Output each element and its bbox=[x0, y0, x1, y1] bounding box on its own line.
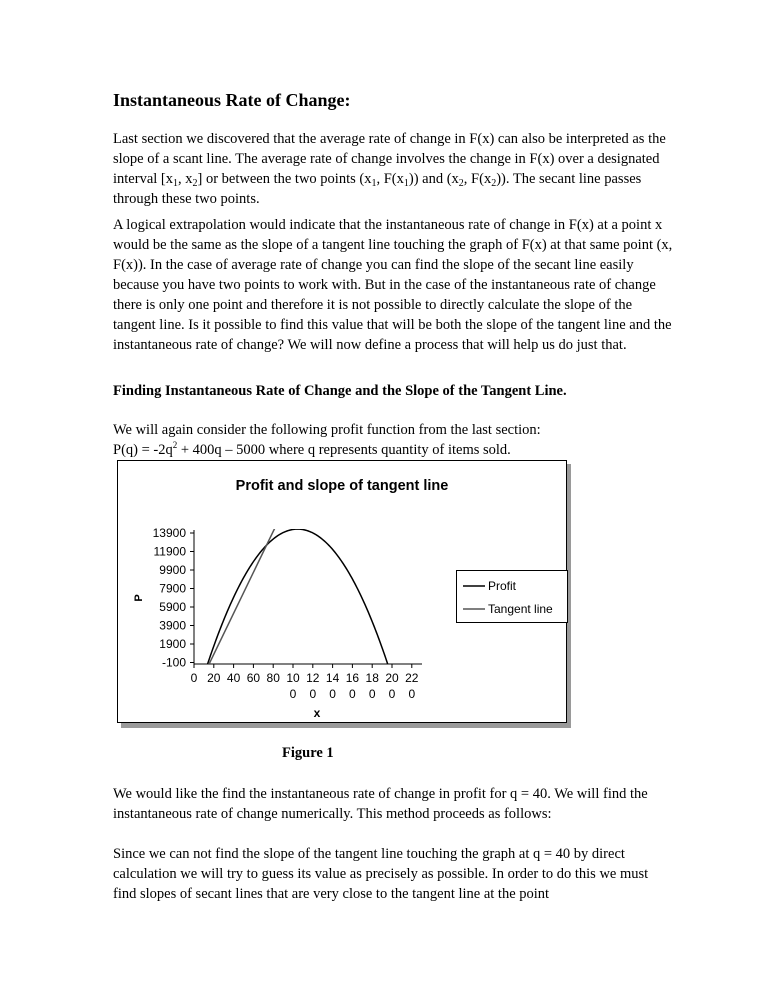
x-tick-label: 14 bbox=[325, 671, 340, 685]
x-tick-label-line2: 0 bbox=[349, 687, 356, 701]
subheading-finding-rate: Finding Instantaneous Rate of Change and the Slope of the Tangent Line. bbox=[113, 383, 567, 399]
paragraph-average-rate bbox=[113, 129, 673, 209]
x-tick-label-line2: 0 bbox=[368, 687, 376, 701]
p1-text-c: ] or between the two points (x bbox=[197, 171, 372, 187]
y-tick-label: 13900 bbox=[152, 526, 186, 540]
x-axis-label: x bbox=[313, 706, 321, 720]
p1-subscript: 1 bbox=[371, 178, 377, 189]
x-tick-label: 22 bbox=[405, 671, 419, 685]
x-tick-label: 20 bbox=[385, 671, 399, 685]
profit-intro-text: We will again consider the following profit function from the last section: bbox=[113, 422, 541, 438]
paragraph-profit-function bbox=[113, 420, 673, 460]
y-tick-label: 5900 bbox=[159, 600, 186, 614]
x-tick-label: 40 bbox=[226, 671, 241, 685]
profit-formula-end: + 400q – 5000 where q represents quantity of items sold. bbox=[177, 442, 511, 458]
chart-title: Profit and slope of tangent line bbox=[235, 478, 449, 494]
paragraph-instantaneous-rate: A logical extrapolation would indicate that the instantaneous rate of change in F(x) at a point x would be the same as the slope of a tangent line touching the graph of F(x) at that same point (x, F(x)). In the case of average rate of change you can find the slope of the secant line easily because you have two points to work with. But in the case of the instantaneous rate of change there is only one point and therefore it is not possible to directly calculate the slope of the tangent line. Is it possible to find this value that will be both the slope of the tangent line and the instantaneous rate of change? We will now define a process that will help us do just that. bbox=[113, 217, 673, 353]
y-tick-label: 3900 bbox=[159, 618, 186, 633]
p1-subscript: 2 bbox=[458, 178, 464, 189]
y-tick-label: 1900 bbox=[159, 637, 186, 651]
chart-legend bbox=[457, 571, 568, 623]
profit-chart bbox=[117, 460, 571, 728]
profit-formula-exponent: 2 bbox=[172, 440, 178, 450]
p1-text-g: )). The secant line passes through these two points. bbox=[113, 171, 642, 207]
x-tick-label: 0 bbox=[190, 671, 198, 685]
section-heading: Instantaneous Rate of Change: bbox=[113, 90, 351, 110]
y-axis-label: P bbox=[133, 594, 145, 602]
paragraph-method: Since we can not find the slope of the tangent line touching the graph at q = 40 by direct calculation we will try to guess its value as precisely as possible. In order to do this we must find slopes of secant lines that are very close to the tangent line at the point bbox=[113, 846, 649, 902]
p1-text-b: , x bbox=[178, 171, 193, 187]
x-tick-label: 18 bbox=[365, 671, 379, 685]
x-tick-label-line2: 0 bbox=[388, 687, 396, 701]
x-tick-label: 20 bbox=[207, 671, 221, 685]
legend-label-profit: Profit bbox=[488, 579, 517, 593]
paragraph-goal: We would like the find the instantaneous rate of change in profit for q = 40. We will find the instantaneous rate of change numerically. This method proceeds as follows: bbox=[113, 786, 648, 822]
y-tick-label: -100 bbox=[161, 655, 186, 670]
x-tick-label-line2: 0 bbox=[329, 687, 336, 701]
x-tick-label: 10 bbox=[286, 671, 300, 685]
p1-text-f: , F(x bbox=[463, 171, 492, 187]
x-tick-label: 60 bbox=[246, 671, 261, 685]
x-tick-label: 12 bbox=[306, 671, 320, 685]
p1-text-a: Last section we discovered that the average rate of change in F(x) can also be interpreted as the slope of a scant line. The average rate of change involves the change in F(x) over a designated interval [x bbox=[113, 131, 666, 187]
x-tick-label-line2: 0 bbox=[309, 687, 317, 701]
p1-subscript: 2 bbox=[192, 178, 198, 189]
p1-text-e: )) and (x bbox=[408, 171, 459, 187]
figure-caption: Figure 1 bbox=[282, 745, 334, 761]
x-tick-label-line2: 0 bbox=[408, 687, 416, 701]
profit-formula-start: P(q) = -2q bbox=[113, 442, 173, 458]
p1-subscript: 1 bbox=[403, 178, 409, 189]
x-tick-label: 16 bbox=[345, 671, 360, 685]
y-tick-label: 7900 bbox=[159, 581, 186, 596]
x-tick-label-line2: 0 bbox=[289, 687, 297, 701]
y-tick-label: 9900 bbox=[159, 563, 186, 577]
x-tick-label: 80 bbox=[266, 671, 280, 685]
p1-text-d: , F(x bbox=[376, 171, 404, 187]
legend-label-tangent: Tangent line bbox=[488, 602, 553, 616]
p1-subscript: 2 bbox=[491, 178, 497, 189]
p1-subscript: 1 bbox=[173, 178, 178, 189]
profit-chart-svg bbox=[117, 460, 571, 728]
y-tick-label: 11900 bbox=[153, 544, 186, 559]
